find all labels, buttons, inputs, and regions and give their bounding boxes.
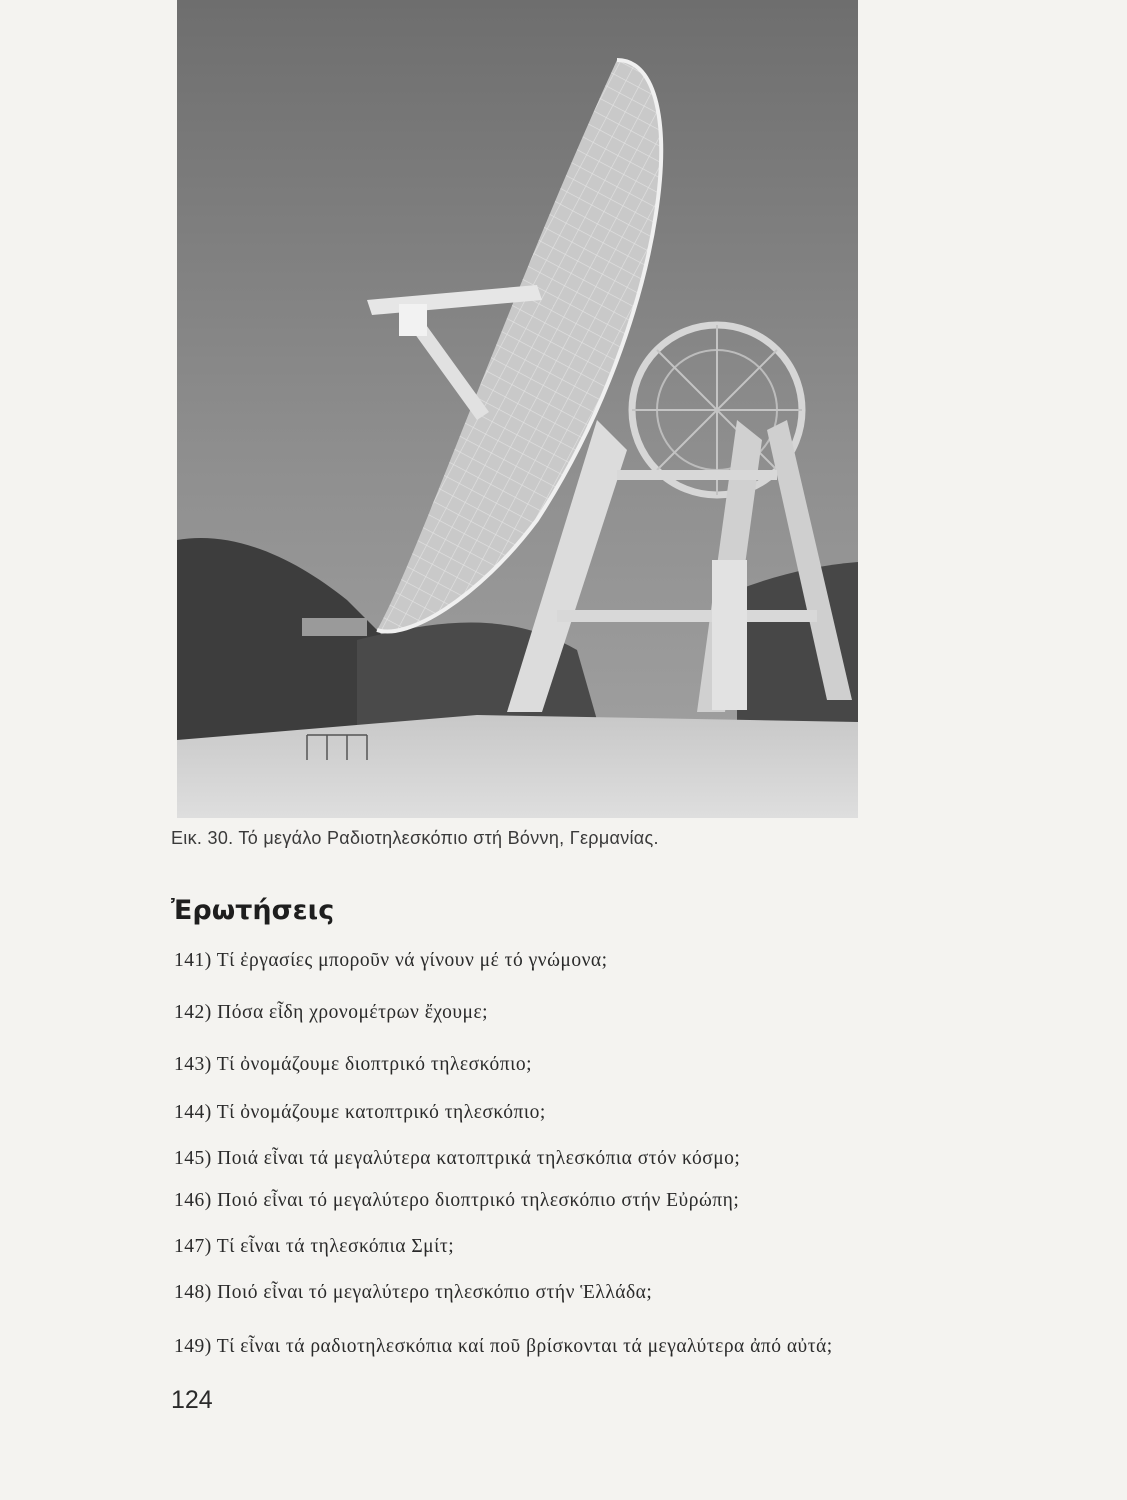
section-title: Ἐρωτήσεις	[171, 895, 335, 926]
radio-telescope-photo	[177, 0, 858, 818]
question-item: 147) Τί εἶναι τά τηλεσκόπια Σμίτ;	[174, 1236, 455, 1257]
question-item: 146) Ποιό εἶναι τό μεγαλύτερο διοπτρικό τηλεσκόπιο στήν Εὐρώπη;	[174, 1190, 740, 1211]
feed-cabin	[399, 304, 427, 336]
central-column	[712, 560, 747, 710]
hill-right	[737, 562, 858, 725]
question-item: 144) Τί ὀνομάζουμε κατοπτρικό τηλεσκόπιο;	[174, 1102, 546, 1123]
small-building	[302, 618, 367, 636]
figure-caption: Εικ. 30. Τό μεγάλο Ραδιοτηλεσκόπιο στή Βόννη, Γερμανίας.	[171, 828, 659, 848]
question-item: 143) Τί ὀνομάζουμε διοπτρικό τηλεσκόπιο;	[174, 1054, 533, 1075]
question-item: 142) Πόσα εἶδη χρονομέτρων ἔχουμε;	[174, 1002, 489, 1023]
question-item: 141) Τί ἐργασίες μποροῦν νά γίνουν μέ τό γνώμονα;	[174, 950, 608, 971]
question-item: 149) Τί εἶναι τά ραδιοτηλεσκόπια καί ποῦ βρίσκονται τά μεγαλύτερα ἀπό αὐτά;	[174, 1336, 833, 1357]
question-item: 145) Ποιά εἶναι τά μεγαλύτερα κατοπτρικά τηλεσκόπια στόν κόσμο;	[174, 1148, 741, 1169]
question-item: 148) Ποιό εἶναι τό μεγαλύτερο τηλεσκόπιο στήν Ἑλλάδα;	[174, 1282, 653, 1303]
radio-telescope-illustration	[177, 0, 858, 818]
page-number: 124	[171, 1386, 213, 1414]
